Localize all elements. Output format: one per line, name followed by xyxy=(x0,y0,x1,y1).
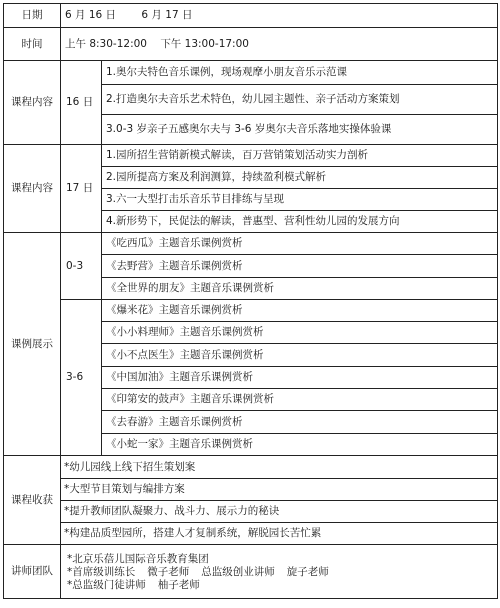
case-item: 《去春游》主题音乐课例赏析 xyxy=(102,411,498,434)
case-item: 《爆米花》主题音乐课例赏析 xyxy=(102,300,498,322)
time-afternoon: 下午 13:00-17:00 xyxy=(160,37,249,50)
course-schedule-table xyxy=(3,3,498,599)
team-line-2 xyxy=(67,566,497,579)
date-row xyxy=(4,4,498,28)
time-value xyxy=(61,28,498,61)
harvest-item: *大型节目策划与编排方案 xyxy=(61,479,498,501)
team-org: *北京乐蓓儿国际音乐教育集团 xyxy=(67,552,209,565)
case-item: 《小蛇一家》主题音乐课例赏析 xyxy=(102,434,498,456)
team-title-3: *总监级门徒讲师 xyxy=(67,578,146,591)
time-morning: 上午 8:30-12:00 xyxy=(65,37,147,50)
team-name-1: 微子老师 xyxy=(147,565,190,578)
harvest-row-1 xyxy=(4,456,498,479)
case-item: 《吃西瓜》主题音乐课例赏析 xyxy=(102,233,498,255)
case-item: 《全世界的朋友》主题音乐课例赏析 xyxy=(102,278,498,300)
content-day2-item-3: 3.六一大型打击乐音乐节目排练与呈现 xyxy=(102,189,498,211)
content-day1-row-1 xyxy=(4,61,498,85)
time-row xyxy=(4,28,498,61)
content-day1-item-2: 2.打造奥尔夫音乐艺术特色，幼儿园主题性、亲子活动方案策划 xyxy=(102,85,498,115)
team-name-2: 旋子老师 xyxy=(286,565,329,578)
team-label: 讲师团队 xyxy=(4,545,61,599)
team-title-1: *首席级训练长 xyxy=(67,565,136,578)
harvest-item: *构建品质型园所，搭建人才复制系统，解脱园长苦忙累 xyxy=(61,523,498,545)
content-day2-item-2: 2.园所提高方案及利润测算，持续盈利模式解析 xyxy=(102,167,498,189)
content-day2-item-4: 4.新形势下，民促法的解读，普惠型、营利性幼儿园的发展方向 xyxy=(102,211,498,233)
content-day2-date: 17 日 xyxy=(61,145,102,233)
content-day1-date: 16 日 xyxy=(61,61,102,145)
harvest-label: 课程收获 xyxy=(4,456,61,545)
harvest-item: *提升教师团队凝聚力、战斗力、展示力的秘诀 xyxy=(61,501,498,523)
case-item: 《小小料理师》主题音乐课例赏析 xyxy=(102,322,498,344)
content-day2-label: 课程内容 xyxy=(4,145,61,233)
cases-row-1 xyxy=(4,233,498,255)
case-item: 《中国加油》主题音乐课例赏析 xyxy=(102,367,498,389)
content-day1-label: 课程内容 xyxy=(4,61,61,145)
content-day1-item-1: 1.奥尔夫特色音乐课例，现场观摩小朋友音乐示范课 xyxy=(102,61,498,85)
case-item: 《印第安的鼓声》主题音乐课例赏析 xyxy=(102,389,498,411)
team-row xyxy=(4,545,498,599)
time-label: 时间 xyxy=(4,28,61,61)
date-day-1: 6 月 16 日 xyxy=(65,9,117,21)
team-content xyxy=(61,545,498,599)
team-title-2: 总监级创业讲师 xyxy=(201,565,275,578)
team-line-3 xyxy=(67,579,497,592)
cases-row-4 xyxy=(4,300,498,322)
content-day2-item-1: 1.园所招生营销新模式解读，百万营销策划活动实力剖析 xyxy=(102,145,498,167)
harvest-item: *幼儿园线上线下招生策划案 xyxy=(61,456,498,479)
date-day-2: 6 月 17 日 xyxy=(141,9,193,21)
harvest-row-3 xyxy=(4,501,498,523)
content-day1-item-3: 3.0-3 岁亲子五感奥尔夫与 3-6 岁奥尔夫音乐落地实操体验课 xyxy=(102,115,498,145)
date-label: 日期 xyxy=(4,4,61,28)
case-item: 《去野营》主题音乐课例赏析 xyxy=(102,255,498,278)
cases-age-3-6: 3-6 xyxy=(61,300,102,456)
team-name-3: 柚子老师 xyxy=(157,578,200,591)
case-item: 《小不点医生》主题音乐课例赏析 xyxy=(102,344,498,367)
cases-age-0-3: 0-3 xyxy=(61,233,102,300)
cases-label: 课例展示 xyxy=(4,233,61,456)
content-day2-row-1 xyxy=(4,145,498,167)
course-schedule-page xyxy=(3,3,497,606)
date-value xyxy=(61,4,498,28)
harvest-row-2 xyxy=(4,479,498,501)
harvest-row-4 xyxy=(4,523,498,545)
